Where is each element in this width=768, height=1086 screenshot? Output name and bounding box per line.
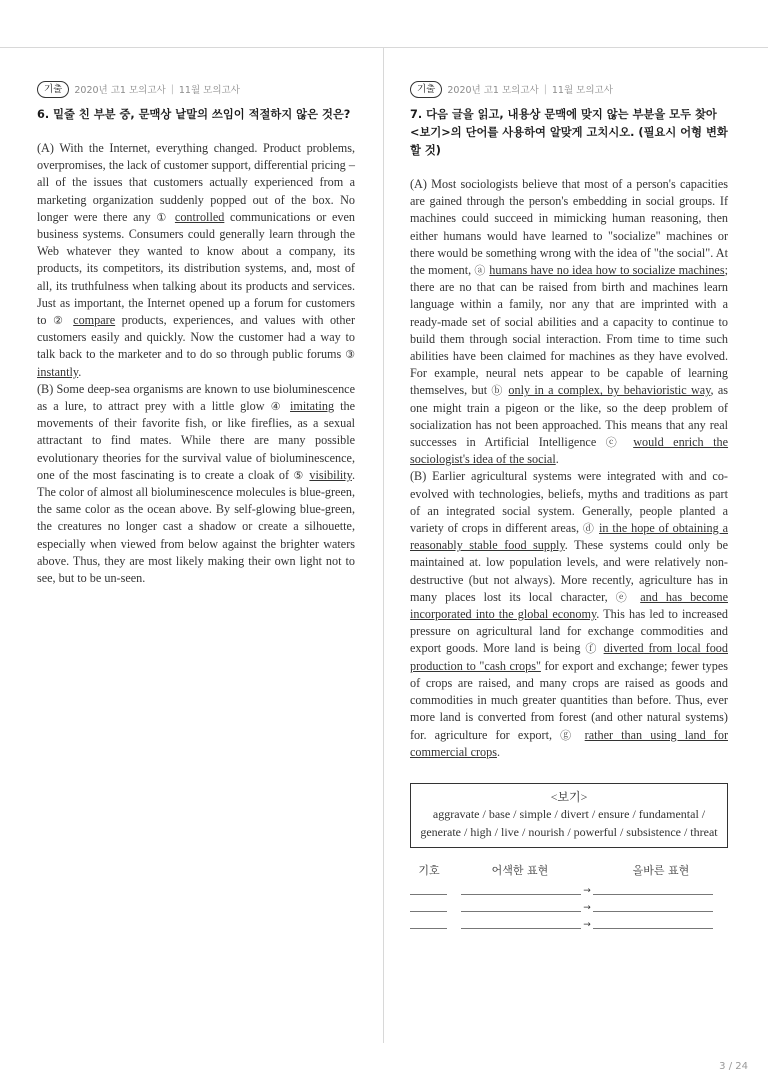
wrong-expression-blank[interactable] <box>461 903 581 912</box>
answer-row <box>410 882 728 899</box>
symbol-blank[interactable] <box>410 920 447 929</box>
arrow-icon: → <box>583 902 591 913</box>
underlined-phrase: would enrich the sociologist's idea of the social <box>410 435 729 467</box>
answer-header-row <box>410 862 728 882</box>
answer-row <box>410 899 728 916</box>
passage-text: (A) Most sociologists believe that most of a person's capacities are gained through the person's embedding in social groups. If machines could succeed in mimicking human reasoning, then either humans would have learned to "socialize" machines or there would be something wrong with the idea of "the social". At the moment, <box>410 177 728 278</box>
column-divider <box>383 48 384 1043</box>
past-exam-tag: 기출 <box>410 81 442 98</box>
choice-marker: ⓖ <box>560 728 585 742</box>
underlined-phrase: compare <box>73 313 116 328</box>
passage-paragraph <box>37 140 355 381</box>
choice-marker: ⓔ <box>615 590 641 604</box>
source-month: 11월 모의고사 <box>551 85 613 96</box>
passage-text: (B) Some deep-sea organisms are known to use bioluminescence as a lure, to attract prey with a little glow <box>37 381 355 414</box>
passage-paragraph <box>410 468 728 760</box>
wrong-expression-blank[interactable] <box>461 920 581 929</box>
word-bank-words: aggravate / base / simple / divert / ensure / fundamental / generate / high / live / nourish / powerful / subsistence / threat <box>420 807 718 839</box>
correct-expression-blank[interactable] <box>593 920 713 929</box>
header-symbol: 기호 <box>418 864 440 878</box>
question-6-column <box>37 80 355 587</box>
passage-text: the movements of their favorite fish, or like fireflies, as a sexual attractant to find mates. While there are many possible evolutionary theories for the survival value of bioluminescence, one of the most fascinating is to create a cloak of <box>37 399 356 482</box>
choice-marker: ③ <box>345 348 355 362</box>
passage-text: . These systems could only be maintained at. low population levels, and were relatively non-destructive (but not always). More recently, agriculture has in many places lost its local character, <box>410 538 728 604</box>
question-7-column <box>410 80 728 933</box>
source-year: 2020년 고1 모의고사 <box>447 85 539 96</box>
word-bank-box <box>410 783 728 849</box>
choice-marker: ① <box>156 210 175 224</box>
source-separator: | <box>543 83 547 95</box>
passage-text: ; there are no that can be raised from birth and machines learn language within a family, nor any that are imprinted with a ready-made set of social abilities and a capacity to continue to build them through social interaction. From time to time such abilities have been claimed for machines as they have evolved. For example, neural nets appear to be capable of learning themselves, but <box>410 263 728 398</box>
underlined-phrase: imitating <box>290 399 335 414</box>
correct-expression-blank[interactable] <box>593 903 713 912</box>
underlined-phrase: controlled <box>174 209 225 224</box>
underlined-phrase: only in a complex, by behavioristic way <box>508 383 711 398</box>
past-exam-tag: 기출 <box>37 81 69 98</box>
underlined-phrase: diverted from local food production to "cash crops" <box>410 641 728 673</box>
underlined-phrase: visibility <box>309 467 352 482</box>
underlined-phrase: humans have no idea how to socialize machines <box>489 263 725 278</box>
source-year: 2020년 고1 모의고사 <box>74 85 166 96</box>
word-bank-title: <보기> <box>550 789 588 804</box>
arrow-icon: → <box>583 919 591 930</box>
reading-passage <box>410 176 728 761</box>
reading-passage <box>37 140 355 587</box>
passage-text: . <box>78 364 82 379</box>
source-month: 11월 모의고사 <box>178 85 240 96</box>
choice-marker: ⓑ <box>491 384 509 398</box>
choice-marker: ⓐ <box>474 264 490 278</box>
passage-text: . <box>555 452 559 467</box>
choice-marker: ⓒ <box>605 436 634 450</box>
correct-expression-blank[interactable] <box>593 886 713 895</box>
header-correct-expression: 올바른 표현 <box>632 864 690 878</box>
arrow-icon: → <box>583 885 591 896</box>
answer-row <box>410 916 728 933</box>
passage-text: , as one might train a pigeon or the like, so the deep problem of socialization has not been approached. This means that any real successes in Artificial Intelligence <box>410 383 729 450</box>
wrong-expression-blank[interactable] <box>461 886 581 895</box>
header-wrong-expression: 어색한 표현 <box>491 864 549 878</box>
question-title: 6. 밑줄 친 부분 중, 문맥상 낱말의 쓰임이 적절하지 않은 것은? <box>37 108 351 121</box>
passage-text: . This has led to increased pressure on agricultural land for exchange commodities and export goods. More land is being <box>410 607 728 656</box>
page-number: 3 / 24 <box>719 1061 748 1072</box>
passage-text: communications or even business systems. Consumers could generally learn through the Web whatever they wanted to know about a company, its products, its competitors, its distribution systems, and, most of all, its truthfulness when talking about its products and services. Just as important, the Internet opened up a forum for customers to <box>37 209 355 328</box>
passage-paragraph <box>37 381 355 587</box>
choice-marker: ④ <box>270 400 291 414</box>
source-separator: | <box>170 83 174 95</box>
passage-text: for export and exchange; fewer types of crops are raised, and many crops are raised as goods and commodities in much greater quantities than before. Thus, ever more land is converted from forest (and other natural systems) for. agriculture for export, <box>410 658 728 742</box>
symbol-blank[interactable] <box>410 886 447 895</box>
answer-rows <box>410 882 728 933</box>
choice-marker: ⓓ <box>582 522 600 536</box>
symbol-blank[interactable] <box>410 903 447 912</box>
choice-marker: ⓕ <box>585 642 604 656</box>
underlined-phrase: in the hope of obtaining a reasonably stable food supply <box>410 521 728 553</box>
source-row <box>37 80 355 98</box>
underlined-phrase: and has become incorporated into the global economy <box>410 589 728 622</box>
answer-table <box>410 862 728 933</box>
passage-text: products, experiences, and values with other customers easily and quickly. Now the customer had a way to talk back to the marketer and to do so through public forums <box>37 313 355 362</box>
passage-text: . The color of almost all bioluminescence molecules is blue-green, the same color as the ocean above. By self-glowing blue-green, the creatures no longer cast a shadow or create a silhouette, especially when viewed from below against the brighter waters above. Thus, they are most likely making their own light not to see, but to be un-seen. <box>37 467 355 586</box>
passage-text: . <box>496 744 501 759</box>
passage-text: (A) With the Internet, everything changed. Product problems, overpromises, the lack of customer support, differential pricing – all of the issues that customers actually experienced from a marketing organization suddenly popped out of the box. No longer were there any <box>37 141 355 224</box>
header-rule <box>0 47 768 48</box>
source-row <box>410 80 728 98</box>
question-title: 7. 다음 글을 읽고, 내용상 문맥에 맞지 않는 부분을 모두 찾아 <보기>의 단어를 사용하여 알맞게 고치시오. (필요시 어형 변화 할 것) <box>410 108 728 157</box>
passage-text: (B) Earlier agricultural systems were integrated with and co-evolved with technologies, beliefs, myths and traditions as part of an integrated social system. Generally, people planted a variety of crops in different areas, <box>410 469 728 536</box>
choice-marker: ② <box>52 314 74 328</box>
passage-paragraph <box>410 176 728 468</box>
underlined-phrase: rather than using land for commercial crops <box>410 727 728 759</box>
underlined-phrase: instantly <box>37 364 79 379</box>
choice-marker: ⑤ <box>293 468 310 482</box>
